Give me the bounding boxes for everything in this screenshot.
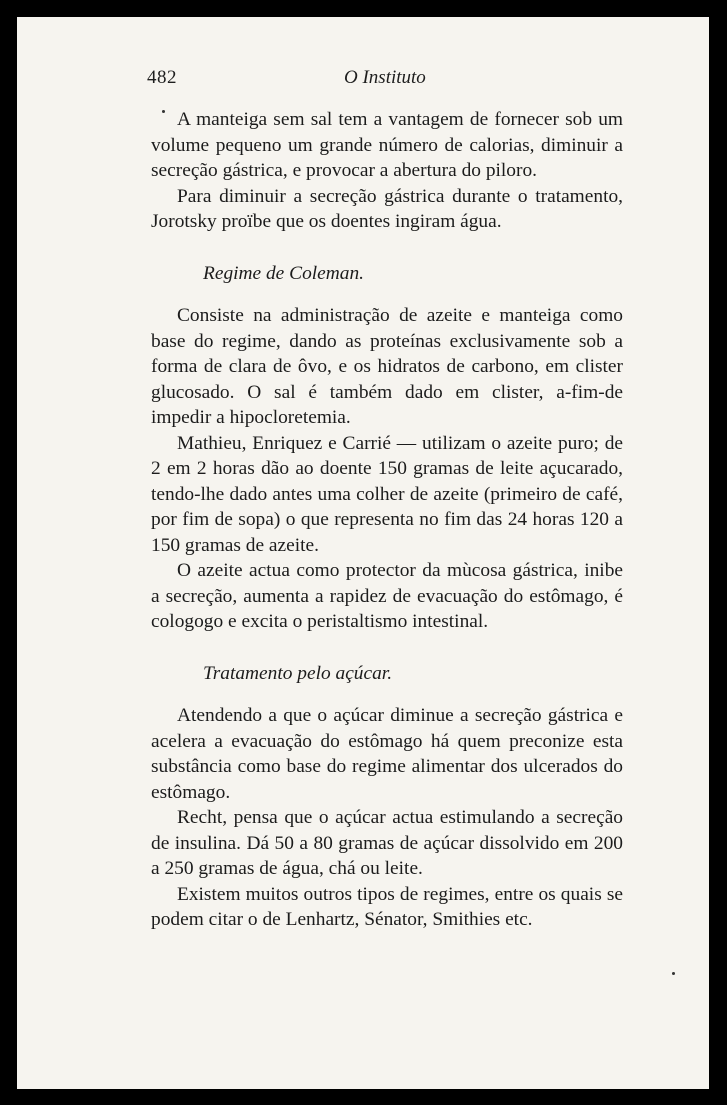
paragraph: Existem muitos outros tipos de regimes, entre os quais se podem citar o de Lenhartz, Sénator, Smithies etc.	[151, 883, 623, 930]
running-title: O Instituto	[344, 67, 426, 88]
paragraph: A manteiga sem sal tem a vantagem de fornecer sob um volume pequeno um grande número de calorias, diminuir a secreção gástrica, e provocar a abertura do piloro.	[151, 109, 623, 181]
paragraph: Consiste na administração de azeite e manteiga como base do regime, dando as proteínas exclusivamente sob a forma de clara de ôvo, e os hidratos de carbono, em clister glucosado. O sal é também dado em clister, a-fim-de impedir a hipocloretemia.	[151, 305, 623, 428]
paragraph: Para diminuir a secreção gástrica durante o tratamento, Jorotsky proïbe que os doentes ingiram água.	[151, 185, 623, 232]
section-heading-acucar: Tratamento pelo açúcar.	[203, 662, 393, 684]
book-page	[17, 17, 709, 1089]
section-heading-coleman: Regime de Coleman.	[203, 262, 365, 284]
paragraph: Recht, pensa que o açúcar actua estimulando a secreção de insulina. Dá 50 a 80 gramas de açúcar dissolvido em 200 a 250 gramas de água, chá ou leite.	[151, 807, 623, 879]
print-speck	[672, 972, 675, 975]
page-number: 482	[147, 67, 177, 88]
paragraph: Atendendo a que o açúcar diminue a secreção gástrica e acelera a evacuação do estômago há quem preconize esta substância como base do regime alimentar dos ulcerados do estômago.	[151, 705, 623, 803]
paragraph: Mathieu, Enriquez e Carrié — utilizam o azeite puro; de 2 em 2 horas dão ao doente 150 gramas de leite açucarado, tendo-lhe dado antes uma colher de azeite (primeiro de café, por fim de sopa) o que representa no fim das 24 horas 120 a 150 gramas de azeite.	[151, 432, 623, 556]
paragraph: O azeite actua como protector da mùcosa gástrica, inibe a secreção, aumenta a rapidez de evacuação do estômago, é cologogo e excita o peristaltismo intestinal.	[151, 560, 623, 632]
page-header	[147, 65, 567, 95]
page-body	[151, 107, 623, 933]
